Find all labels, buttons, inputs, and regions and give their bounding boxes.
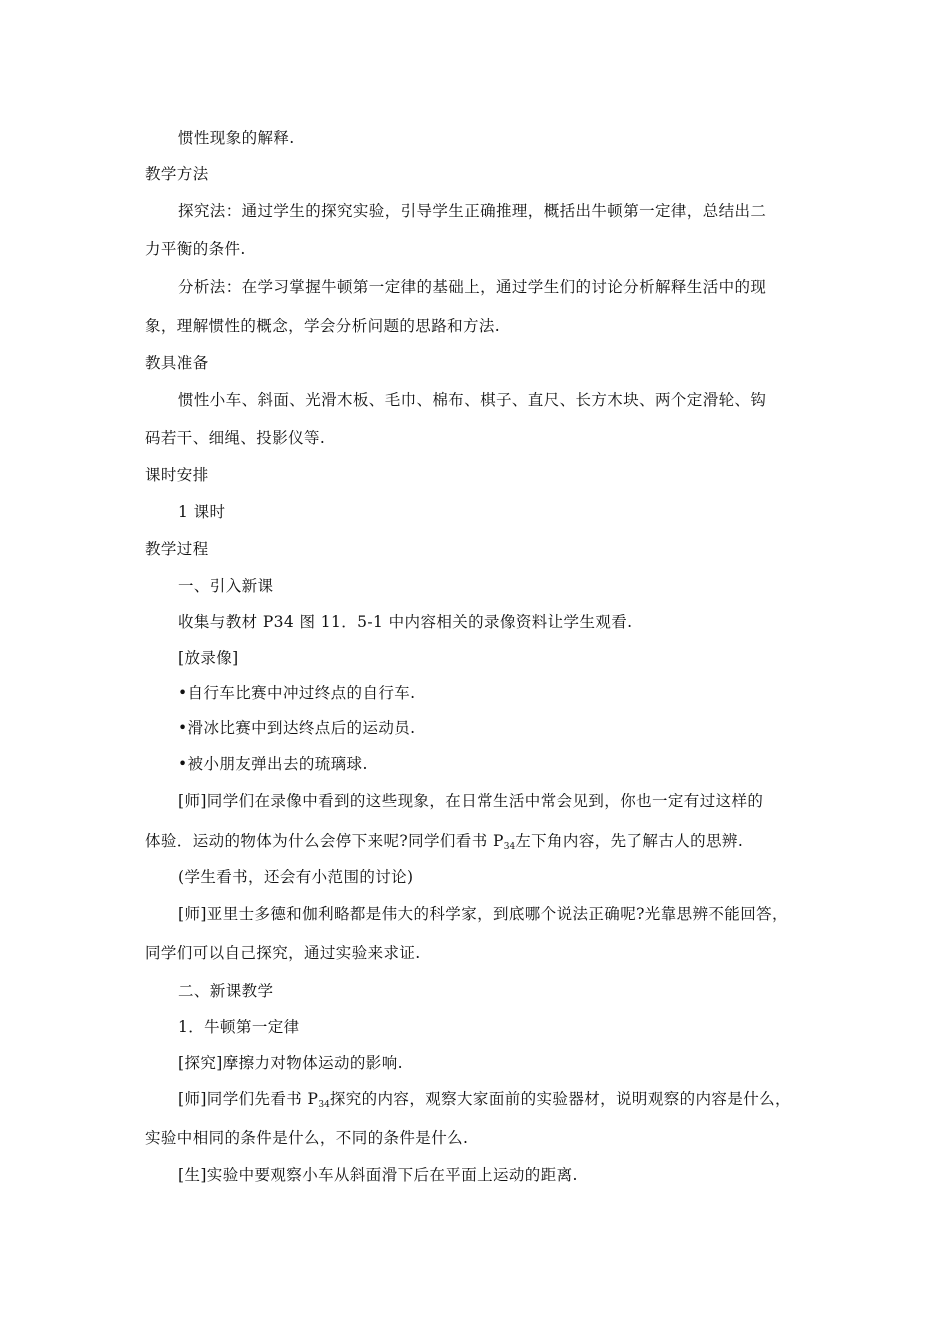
paragraph-line: 力平衡的条件. xyxy=(145,240,246,258)
subsection-heading: 二、新课教学 xyxy=(178,982,274,1000)
section-heading: 课时安排 xyxy=(145,466,209,484)
paragraph-line: 1 课时 xyxy=(178,503,226,521)
paragraph-line: (学生看书，还会有小范围的讨论) xyxy=(178,868,414,886)
text-segment: 体验．运动的物体为什么会停下来呢?同学们看书 P xyxy=(145,832,504,850)
subsection-heading: 一、引入新课 xyxy=(178,577,274,595)
text-segment: 探究的内容，观察大家面前的实验器材，说明观察的内容是什么， xyxy=(329,1090,791,1108)
paragraph-line: [放录像] xyxy=(178,649,239,667)
section-heading: 教学方法 xyxy=(145,165,209,183)
list-item: •自行车比赛中冲过终点的自行车. xyxy=(178,684,416,702)
text-segment: [师]同学们先看书 P xyxy=(178,1090,319,1108)
paragraph-line: 同学们可以自己探究，通过实验来求证. xyxy=(145,944,421,962)
list-item: •滑冰比赛中到达终点后的运动员. xyxy=(178,719,416,737)
paragraph-line: 惯性小车、斜面、光滑木板、毛巾、棉布、棋子、直尺、长方木块、两个定滑轮、钩 xyxy=(178,391,767,409)
subsection-heading: 1．牛顿第一定律 xyxy=(178,1018,300,1036)
paragraph-line: 收集与教材 P34 图 11．5-1 中内容相关的录像资料让学生观看. xyxy=(178,613,633,631)
paragraph-line: [探究]摩擦力对物体运动的影响. xyxy=(178,1054,403,1072)
section-heading: 教学过程 xyxy=(145,540,209,558)
paragraph-line: 象，理解惯性的概念，学会分析问题的思路和方法. xyxy=(145,317,501,335)
paragraph-line: [生]实验中要观察小车从斜面滑下后在平面上运动的距离. xyxy=(178,1166,578,1184)
text-segment: 左下角内容，先了解古人的思辨. xyxy=(515,832,744,850)
list-item: •被小朋友弹出去的琉璃球. xyxy=(178,755,368,773)
paragraph-line: 探究法：通过学生的探究实验，引导学生正确推理，概括出牛顿第一定律，总结出二 xyxy=(178,202,767,220)
subscript-text: 34 xyxy=(318,1100,330,1110)
paragraph-line: 分析法：在学习掌握牛顿第一定律的基础上，通过学生们的讨论分析解释生活中的现 xyxy=(178,278,767,296)
paragraph-line: 码若干、细绳、投影仪等. xyxy=(145,429,326,447)
paragraph-line: [师]同学们在录像中看到的这些现象，在日常生活中常会见到，你也一定有过这样的 xyxy=(178,792,764,810)
paragraph-line xyxy=(145,831,743,857)
paragraph-line xyxy=(178,1089,791,1115)
section-heading: 教具准备 xyxy=(145,354,209,372)
subscript-text: 34 xyxy=(503,842,516,852)
paragraph-line: 实验中相同的条件是什么，不同的条件是什么. xyxy=(145,1129,469,1147)
paragraph-line: 惯性现象的解释. xyxy=(178,129,295,147)
paragraph-line: [师]亚里士多德和伽利略都是伟大的科学家，到底哪个说法正确呢?光靠思辨不能回答， xyxy=(178,905,788,923)
